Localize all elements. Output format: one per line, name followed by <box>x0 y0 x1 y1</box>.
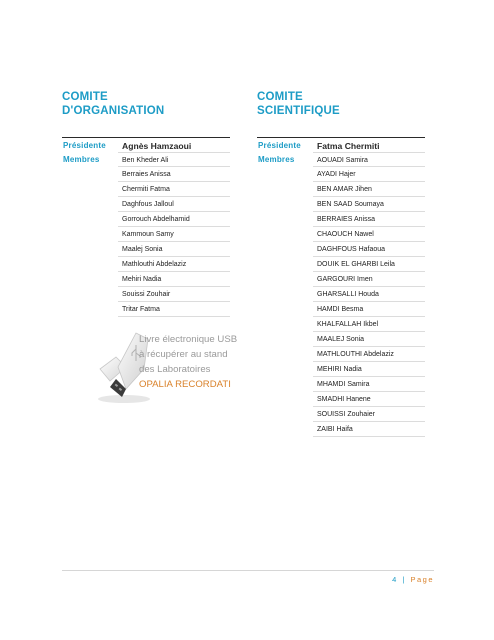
member-item: BEN SAAD Soumaya <box>313 197 425 212</box>
members-label: Membres <box>258 155 295 164</box>
advert-line2: à récupérer au stand <box>139 349 228 360</box>
sci-committee-title <box>257 90 340 118</box>
page-word: Page <box>410 575 434 584</box>
member-item: Daghfous Jalloul <box>118 197 230 212</box>
member-item: MHAMDI Samira <box>313 377 425 392</box>
page-number-separator: | <box>402 575 406 584</box>
member-item: HAMDI Besma <box>313 302 425 317</box>
org-committee-title <box>62 90 164 118</box>
org-title-line2: D'ORGANISATION <box>62 105 165 117</box>
sci-committee-roster <box>257 137 425 433</box>
page-number-value: 4 <box>392 575 398 584</box>
members-list <box>118 152 230 317</box>
member-item: Gorrouch Abdelhamid <box>118 212 230 227</box>
advert-brand: OPALIA RECORDATI <box>139 379 231 390</box>
member-item: Berraies Anissa <box>118 167 230 182</box>
member-item: Tritar Fatma <box>118 302 230 317</box>
sci-title-line2: SCIENTIFIQUE <box>257 105 340 117</box>
member-item: MATHLOUTHI Abdelaziz <box>313 347 425 362</box>
advert-text <box>139 332 289 392</box>
member-item: Maalej Sonia <box>118 242 230 257</box>
member-item: Mathlouthi Abdelaziz <box>118 257 230 272</box>
member-item: SMADHI Hanene <box>313 392 425 407</box>
member-item: CHAOUCH Nawel <box>313 227 425 242</box>
member-item: DAGHFOUS Hafaoua <box>313 242 425 257</box>
member-item: GARGOURI Imen <box>313 272 425 287</box>
members-list <box>313 152 425 437</box>
footer-divider <box>62 570 434 571</box>
members-label: Membres <box>63 155 100 164</box>
member-item: SOUISSI Zouhaier <box>313 407 425 422</box>
member-item: BERRAIES Anissa <box>313 212 425 227</box>
member-item: ZAIBI Haifa <box>313 422 425 437</box>
member-item: DOUIK EL GHARBI Leila <box>313 257 425 272</box>
member-item: AOUADI Samira <box>313 152 425 167</box>
member-item: Kammoun Samy <box>118 227 230 242</box>
member-item: MAALEJ Sonia <box>313 332 425 347</box>
sci-title-line1: COMITE <box>257 91 303 103</box>
president-name: Fatma Chermiti <box>317 141 380 151</box>
org-title-line1: COMITE <box>62 91 108 103</box>
member-item: BEN AMAR Jihen <box>313 182 425 197</box>
member-item: AYADI Hajer <box>313 167 425 182</box>
president-row <box>257 138 425 152</box>
president-label: Présidente <box>258 141 301 150</box>
president-name: Agnès Hamzaoui <box>122 141 192 151</box>
advert-line1: Livre électronique USB <box>139 334 238 345</box>
advert-line3: des Laboratoires <box>139 364 211 375</box>
org-committee-roster <box>62 137 230 313</box>
member-item: MEHIRI Nadia <box>313 362 425 377</box>
member-item: Chermiti Fatma <box>118 182 230 197</box>
president-label: Présidente <box>63 141 106 150</box>
usb-ebook-advert <box>96 327 286 405</box>
member-item: Mehiri Nadia <box>118 272 230 287</box>
president-row <box>62 138 230 152</box>
member-item: Souissi Zouhair <box>118 287 230 302</box>
member-item: KHALFALLAH Ikbel <box>313 317 425 332</box>
page-number <box>392 575 434 584</box>
member-item: GHARSALLI Houda <box>313 287 425 302</box>
member-item: Ben Kheder Ali <box>118 152 230 167</box>
